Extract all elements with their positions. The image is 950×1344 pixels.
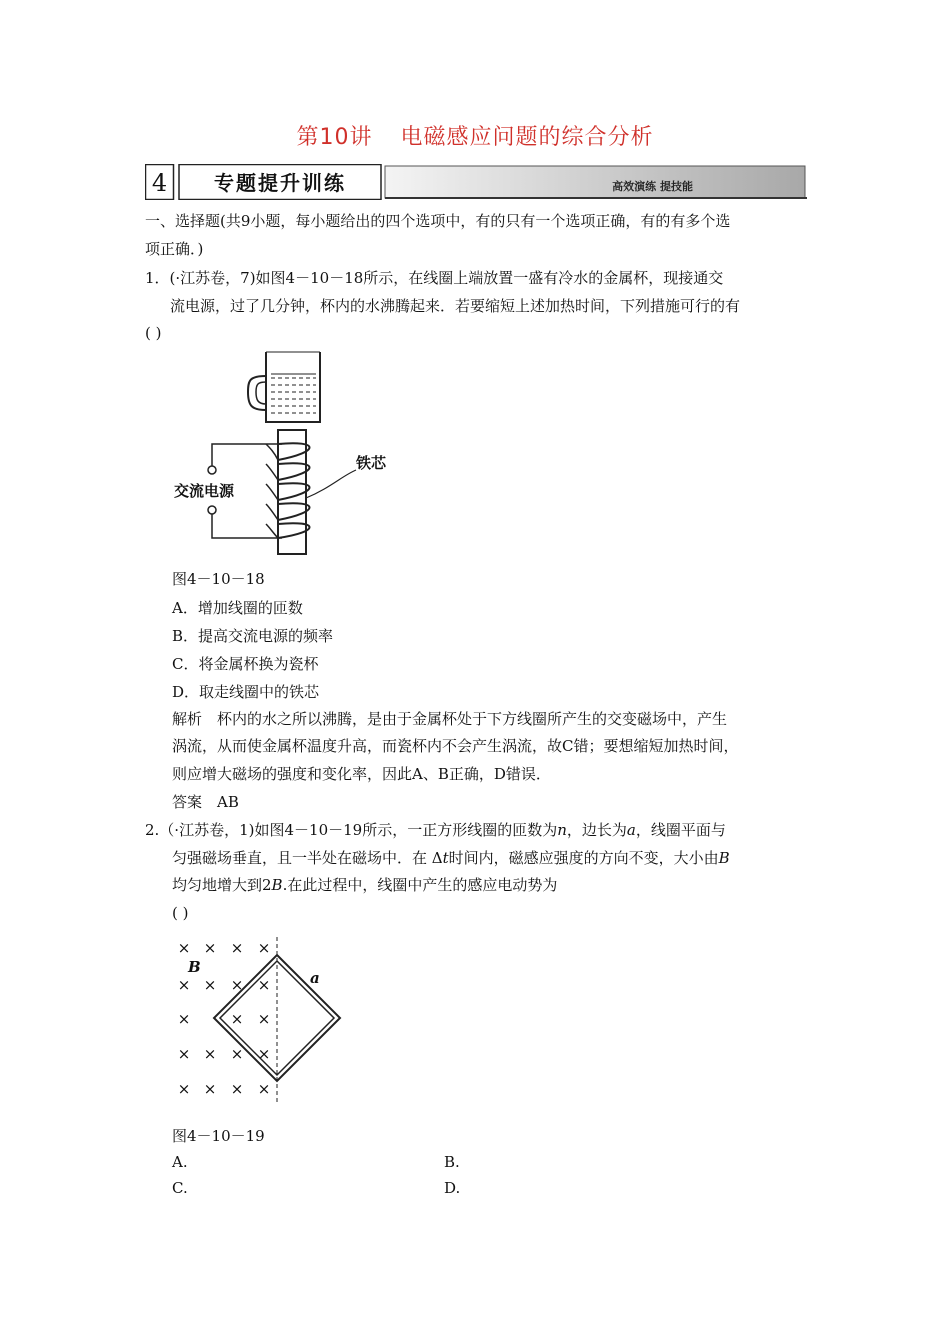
- terminal-top-icon: [208, 466, 216, 474]
- terminal-bottom-icon: [208, 506, 216, 514]
- section-banner: [145, 164, 807, 200]
- field-cross: ×: [177, 1045, 191, 1063]
- page-title: [0, 120, 950, 151]
- lecture-number: 第10讲: [296, 125, 373, 150]
- field-cross: ×: [257, 939, 271, 957]
- banner-label: 专题提升训练: [214, 171, 346, 195]
- metal-cup-icon: [248, 352, 320, 422]
- q1-analysis-line1: 解析 杯内的水之所以沸腾，是由于金属杯处于下方线圈所产生的交变磁场中，产生: [172, 710, 728, 728]
- q1-option-c: C．将金属杯换为瓷杯: [172, 655, 319, 673]
- field-cross: ×: [230, 976, 244, 994]
- section-instructions-line1: 一、选择题(共9小题，每小题给出的四个选项中，有的只有一个选项正确，有的有多个选: [145, 212, 731, 230]
- field-cross: ×: [203, 1045, 217, 1063]
- q2-option-d: D.: [444, 1179, 461, 1197]
- q1-stem-line2: 流电源，过了几分钟，杯内的水沸腾起来．若要缩短上述加热时间，下列措施可行的有: [170, 297, 741, 315]
- banner-number: 4: [151, 169, 168, 197]
- field-cross: ×: [177, 976, 191, 994]
- figure-caption-19: 图4－10－19: [172, 1127, 265, 1145]
- q2-option-b: B.: [444, 1153, 460, 1171]
- field-cross: ×: [257, 976, 271, 994]
- lecture-topic: 电磁感应问题的综合分析: [400, 125, 654, 150]
- q1-analysis-line3: 则应增大磁场的强度和变化率，因此A、B正确，D错误．: [172, 765, 551, 783]
- figure-square-coil: [172, 935, 352, 1111]
- label-side-a: a: [310, 969, 320, 987]
- banner-graphic: [145, 164, 807, 200]
- induction-heater-diagram: [170, 348, 410, 558]
- square-coil-diagram: [172, 935, 352, 1107]
- q1-option-b: B．提高交流电源的频率: [172, 627, 334, 645]
- label-iron-core: 铁芯: [356, 454, 387, 472]
- q2-stem-line1: 2.（·江苏卷，1)如图4－10－19所示，一正方形线圈的匝数为n，边长为a，线圈平面与: [145, 821, 726, 839]
- label-field-b: B: [188, 958, 201, 976]
- core-leader-line: [306, 470, 356, 498]
- field-cross: ×: [177, 939, 191, 957]
- field-cross: ×: [177, 1010, 191, 1028]
- q1-stem-line1: 1．(·江苏卷，7)如图4－10－18所示，在线圈上端放置一盛有冷水的金属杯，现接通交: [145, 269, 724, 287]
- field-cross: ×: [203, 939, 217, 957]
- q1-answer-blank: ( ): [145, 324, 162, 342]
- q2-stem-line3: 均匀地增大到2B.在此过程中，线圈中产生的感应电动势为: [172, 876, 558, 894]
- label-ac-source: 交流电源: [174, 482, 235, 500]
- field-cross: ×: [203, 1080, 217, 1098]
- field-cross: ×: [230, 1045, 244, 1063]
- field-cross: ×: [257, 1045, 271, 1063]
- q1-option-d: D．取走线圈中的铁芯: [172, 683, 320, 701]
- q1-option-a: A．增加线圈的匝数: [172, 599, 303, 617]
- figure-induction-heater: [170, 348, 410, 562]
- field-cross: ×: [177, 1080, 191, 1098]
- field-cross: ×: [230, 939, 244, 957]
- figure-caption-18: 图4－10－18: [172, 570, 265, 588]
- field-cross: ×: [230, 1080, 244, 1098]
- q2-stem-line2: 匀强磁场垂直，且一半处在磁场中．在 Δt时间内，磁感应强度的方向不变，大小由B: [172, 849, 730, 867]
- field-cross: ×: [257, 1010, 271, 1028]
- field-cross: ×: [257, 1080, 271, 1098]
- q1-analysis-line2: 涡流，从而使金属杯温度升高，而瓷杯内不会产生涡流，故C错；要想缩短加热时间，: [172, 737, 739, 755]
- q2-option-a: A.: [172, 1153, 188, 1171]
- q1-answer: 答案 AB: [172, 793, 239, 811]
- field-cross: ×: [203, 976, 217, 994]
- q2-answer-blank: ( ): [172, 904, 189, 922]
- banner-tagline-bar: [385, 166, 805, 198]
- q2-option-c: C.: [172, 1179, 188, 1197]
- banner-tagline: 高效演练 提技能: [612, 180, 693, 193]
- section-instructions-line2: 项正确．): [145, 240, 204, 258]
- field-cross: ×: [230, 1010, 244, 1028]
